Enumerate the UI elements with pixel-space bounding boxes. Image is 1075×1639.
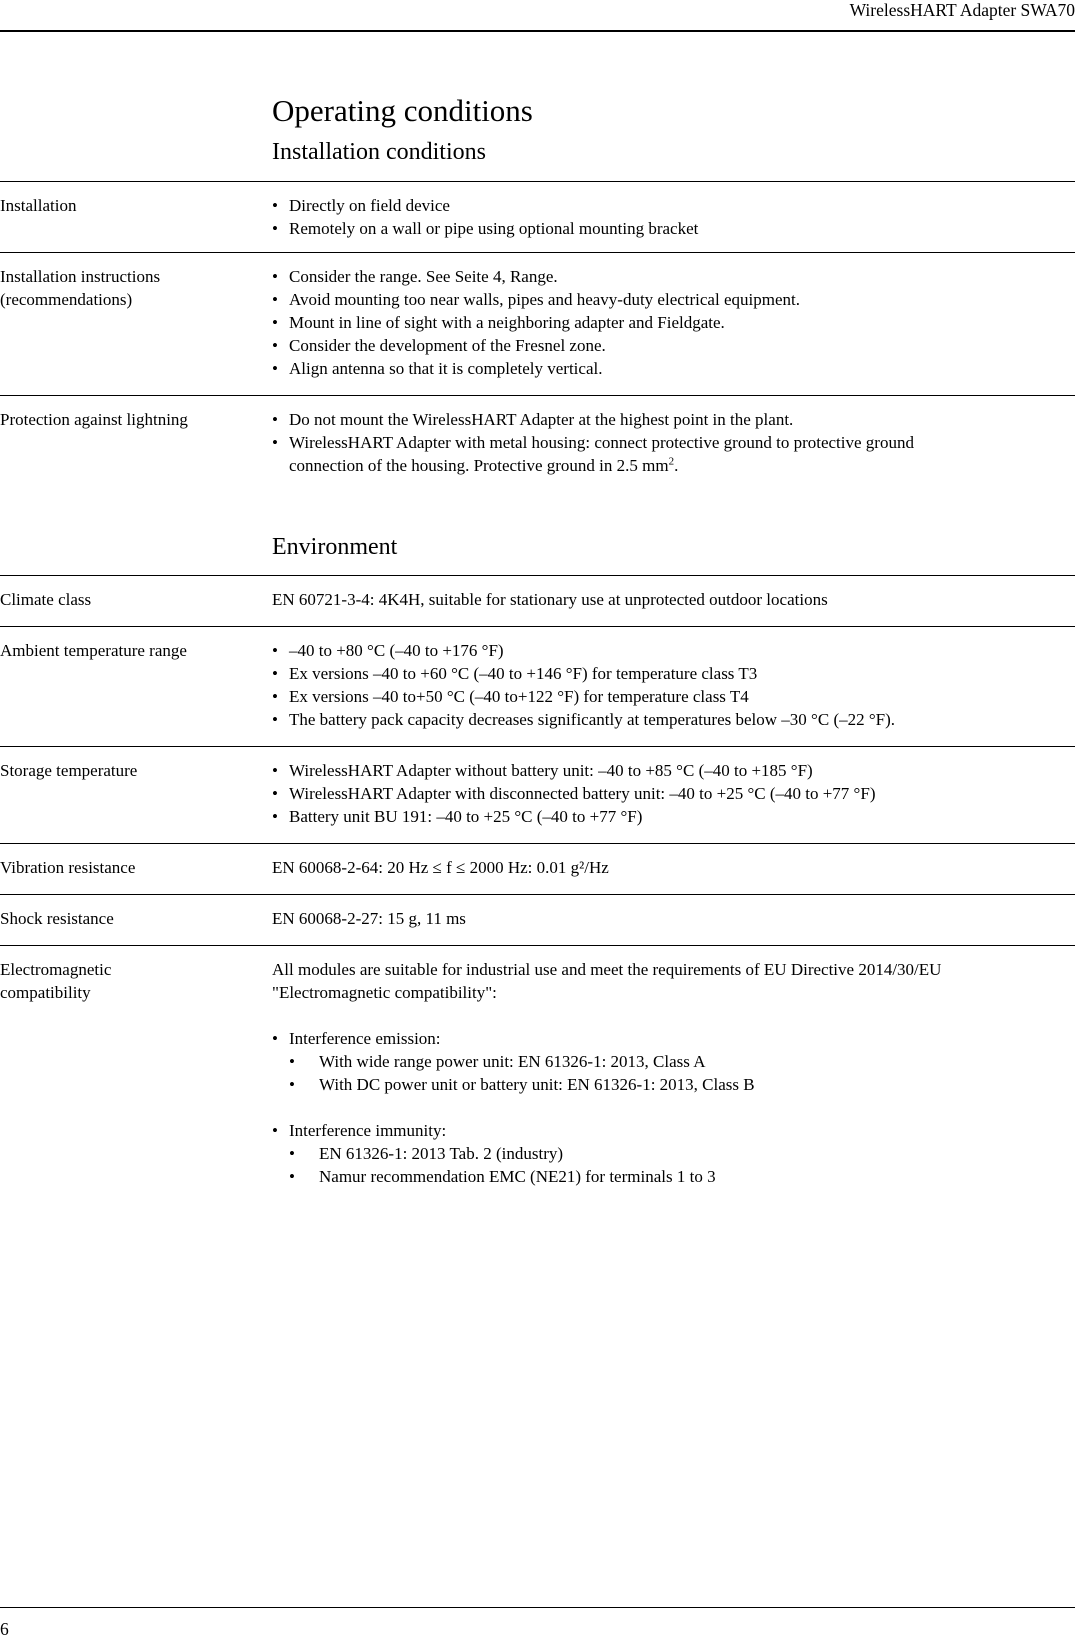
row-label: Protection against lightning — [0, 410, 188, 429]
list-item: • Consider the development of the Fresnel zone. — [272, 334, 1072, 357]
table-row-storage-temperature — [0, 746, 1075, 843]
table-row-shock-resistance — [0, 894, 1075, 945]
spacer — [272, 1004, 1072, 1027]
row-label-line: Installation instructions — [0, 267, 161, 286]
section-heading-installation: Installation conditions — [272, 139, 486, 165]
row-content — [272, 194, 1072, 240]
list-item-text: . — [674, 456, 679, 475]
row-label — [0, 265, 255, 311]
spacer — [272, 1096, 1072, 1119]
table-row-electromagnetic-compatibility — [0, 945, 1075, 1205]
list-item: • Battery unit BU 191: –40 to +25 °C (–40 to +77 °F) — [272, 805, 1072, 828]
list-item: • Consider the range. See Seite 4, Range. — [272, 265, 1072, 288]
list-item-line: • WirelessHART Adapter with metal housing: connect protective ground to protective ground — [289, 433, 914, 452]
row-label: Climate class — [0, 590, 92, 609]
row-label-line: compatibility — [0, 983, 91, 1002]
list-item: • Remotely on a wall or pipe using optional mounting bracket — [272, 217, 1072, 240]
row-content — [272, 408, 1072, 477]
row-content — [272, 639, 1072, 731]
list-item: • WirelessHART Adapter with disconnected battery unit: –40 to +25 °C (–40 to +77 °F) — [272, 782, 1072, 805]
header-rule — [0, 30, 1075, 32]
row-content — [272, 958, 1072, 1188]
table-row-climate-class — [0, 575, 1075, 626]
superscript: 2 — [668, 455, 675, 468]
list-item: • Directly on field device — [272, 194, 1072, 217]
row-label: Installation — [0, 196, 77, 215]
row-label-line: (recommendations) — [0, 290, 133, 309]
list-item: • Interference immunity: — [272, 1119, 1072, 1142]
emc-intro-line: "Electromagnetic compatibility": — [272, 983, 497, 1002]
row-content: EN 60068-2-27: 15 g, 11 ms — [272, 909, 466, 928]
list-item: • Align antenna so that it is completely vertical. — [272, 357, 1072, 380]
page-title: Operating conditions — [272, 93, 533, 128]
sub-list-item: • EN 61326-1: 2013 Tab. 2 (industry) — [272, 1142, 1072, 1165]
row-label — [0, 958, 255, 1004]
row-label: Storage temperature — [0, 761, 138, 780]
environment-table — [0, 575, 1075, 1205]
list-item: • Avoid mounting too near walls, pipes and heavy-duty electrical equipment. — [272, 288, 1072, 311]
table-row-vibration-resistance — [0, 843, 1075, 894]
list-item-line — [289, 454, 1072, 477]
row-label-line: Electromagnetic — [0, 960, 112, 979]
installation-conditions-table — [0, 181, 1075, 490]
table-row-installation — [0, 181, 1075, 252]
list-item: • Ex versions –40 to+50 °C (–40 to+122 °F) for temperature class T4 — [272, 685, 1072, 708]
sub-list-item: • Namur recommendation EMC (NE21) for terminals 1 to 3 — [272, 1165, 1072, 1188]
table-row-ambient-temperature — [0, 626, 1075, 746]
footer-rule — [0, 1607, 1075, 1608]
row-content — [272, 265, 1072, 380]
list-item: • Ex versions –40 to +60 °C (–40 to +146 °F) for temperature class T3 — [272, 662, 1072, 685]
row-label: Shock resistance — [0, 909, 114, 928]
list-item — [272, 431, 1072, 477]
emc-intro-line: All modules are suitable for industrial use and meet the requirements of EU Directive 2014/30/EU — [272, 960, 942, 979]
row-label: Vibration resistance — [0, 858, 136, 877]
row-label: Ambient temperature range — [0, 641, 187, 660]
list-item: • The battery pack capacity decreases significantly at temperatures below –30 °C (–22 °F). — [272, 708, 1072, 731]
list-item-text: connection of the housing. Protective ground in 2.5 mm — [289, 456, 669, 475]
row-content — [272, 759, 1072, 828]
table-row-lightning-protection — [0, 395, 1075, 490]
table-row-installation-instructions — [0, 252, 1075, 395]
row-content: EN 60068-2-64: 20 Hz ≤ f ≤ 2000 Hz: 0.01 g²/Hz — [272, 858, 609, 877]
header-title: WirelessHART Adapter SWA70 — [849, 0, 1075, 20]
sub-list-item: • With wide range power unit: EN 61326-1: 2013, Class A — [272, 1050, 1072, 1073]
list-item: • Do not mount the WirelessHART Adapter at the highest point in the plant. — [272, 408, 1072, 431]
list-item: • WirelessHART Adapter without battery unit: –40 to +85 °C (–40 to +185 °F) — [272, 759, 1072, 782]
row-content: EN 60721-3-4: 4K4H, suitable for stationary use at unprotected outdoor locations — [272, 590, 828, 609]
page-number: 6 — [0, 1619, 9, 1639]
sub-list-item: • With DC power unit or battery unit: EN 61326-1: 2013, Class B — [272, 1073, 1072, 1096]
list-item: • Interference emission: — [272, 1027, 1072, 1050]
list-item: • Mount in line of sight with a neighboring adapter and Fieldgate. — [272, 311, 1072, 334]
section-heading-environment: Environment — [272, 534, 398, 560]
list-item: • –40 to +80 °C (–40 to +176 °F) — [272, 639, 1072, 662]
